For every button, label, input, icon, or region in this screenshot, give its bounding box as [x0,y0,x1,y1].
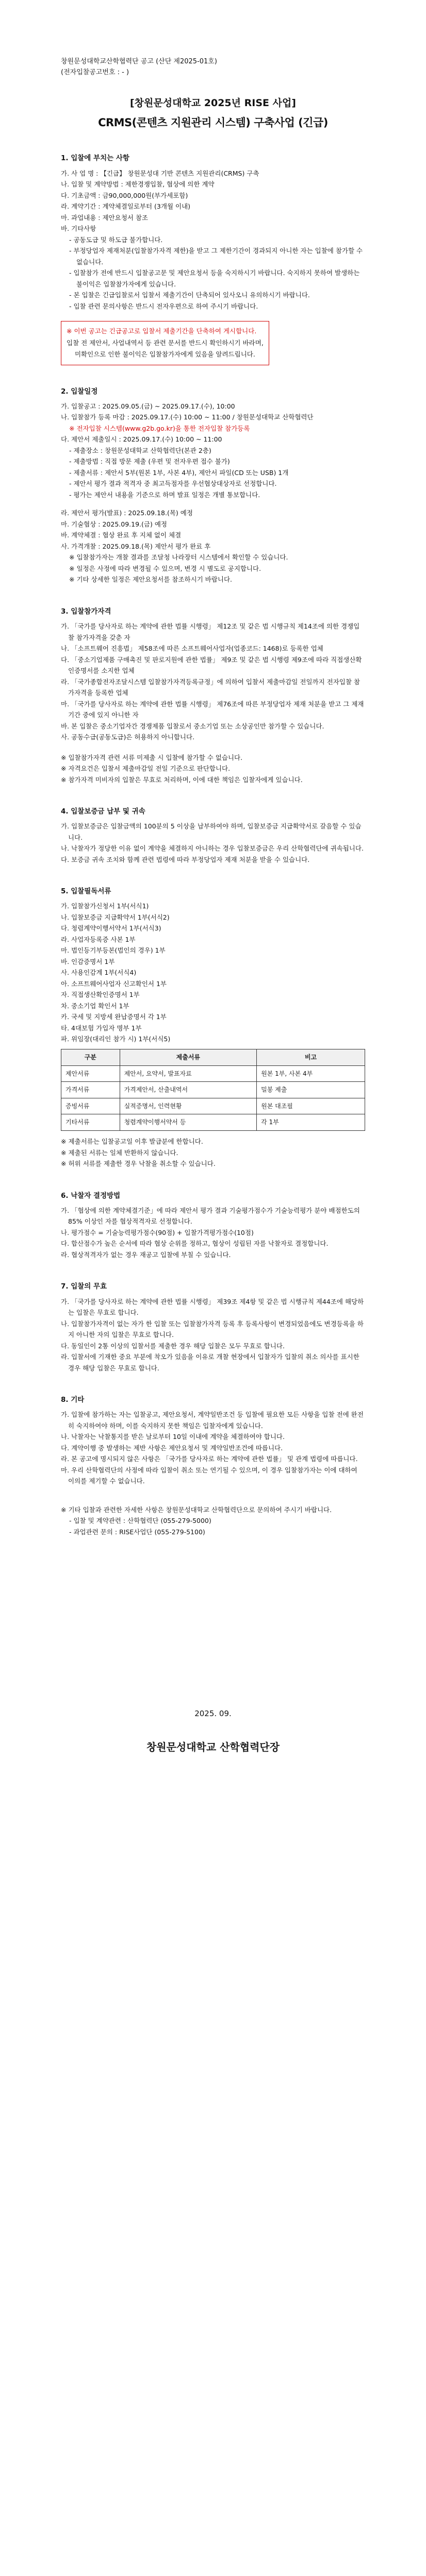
s1-item: 가. 사 업 명 : 【긴급】 창원문성대 기반 콘텐츠 지원관리(CRMS) 구축 [61,169,259,177]
s4-item: 가. 입찰보증금은 입찰금액의 100분의 5 이상을 납부하여야 하며, 입찰보증금 지급확약서로 갈음할 수 있습니다. [61,822,362,841]
s7-item: 나. 입찰참가자격이 없는 자가 한 입찰 또는 입찰참가자격 등록 후 등록사항이 변경되었음에도 변경등록을 하지 아니한 자의 입찰은 무효로 합니다. [61,1319,364,1339]
table-cell: 증빙서류 [61,1098,120,1114]
s2-subitem: - 제출방법 : 직접 방문 제출 (우편 및 전자우편 접수 불가) [69,457,230,466]
s6-item: 가. 「협상에 의한 계약체결기준」에 따라 제안서 평가 결과 기술평가점수가 기술능력평가 분야 배점한도의 85% 이상인 자를 협상적격자로 선정합니다. [61,1206,360,1226]
s5-item: 파. 위임장(대리인 참가 시) 1부(서식5) [61,1035,171,1043]
section-5-heading: 5. 입찰필독서류 [61,887,111,896]
s5-item: 가. 입찰참가신청서 1부(서식1) [61,902,149,910]
s2-subitem: - 제안서 평가 결과 적격자 중 최고득점자를 우선협상대상자로 선정합니다. [69,480,277,488]
s2-red-note: ※ 전자입찰 시스템(www.g2b.go.kr)을 통한 전자입찰 참가등록 [69,424,250,432]
s5-note: ※ 제출서류는 입찰공고일 이후 발급분에 한합니다. [61,1138,203,1146]
table-header-cell: 비고 [257,1049,365,1065]
table-row [61,1065,365,1082]
table-cell: 기타서류 [61,1114,120,1131]
s3-item: 마. 「국가를 당사자로 하는 계약에 관한 법률 시행령」 제76조에 따른 부정당업자 제재 처분을 받고 그 제재기간 중에 있지 아니한 자 [61,700,364,719]
s3-item: 사. 공동수급(공동도급)은 허용하지 아니합니다. [61,733,195,741]
section-7-heading: 7. 입찰의 무효 [61,1282,107,1291]
s8-item: 나. 낙찰자는 낙찰통지를 받은 날로부터 10일 이내에 계약을 체결하여야 합니다. [61,1433,285,1441]
s5-item: 자. 직접생산확인증명서 1부 [61,991,140,999]
table-cell: 가격제안서, 산출내역서 [120,1082,257,1098]
table-cell: 제안서, 요약서, 발표자료 [120,1065,257,1082]
table-cell: 가격서류 [61,1082,120,1098]
s2-subitem: - 제출장소 : 창원문성대학교 산학협력단(본관 2층) [69,446,211,454]
s5-item: 타. 4대보험 가입자 명부 1부 [61,1024,142,1032]
s2-subitem: - 평가는 제안서 내용을 기준으로 하며 발표 일정은 개별 통보합니다. [69,490,260,499]
section-1-heading: 1. 입찰에 부치는 사항 [61,154,129,163]
notice-line: 입찰 전 제안서, 사업내역서 등 관련 문서를 반드시 확인하시기 바라며, [67,338,264,347]
s5-item: 카. 국세 및 지방세 완납증명서 각 1부 [61,1013,167,1021]
section-8-heading: 8. 기타 [61,1396,85,1404]
table-header-cell: 구분 [61,1049,120,1065]
table-cell: 각 1부 [257,1114,365,1131]
s6-item: 나. 평가점수 = 기술능력평가점수(90점) + 입찰가격평가점수(10점) [61,1228,254,1236]
s5-item: 차. 중소기업 확인서 1부 [61,1002,129,1010]
announcement-date: 2025. 09. [194,1709,232,1719]
s2-item: 마. 기술협상 : 2025.09.19.(금) 예정 [61,520,167,528]
s3-item: 가. 「국가를 당사자로 하는 계약에 관한 법률 시행령」 제12조 및 같은 법 시행규칙 제14조에 의한 경쟁입찰 참가자격을 갖춘 자 [61,622,360,641]
s2-item: 다. 제안서 제출일시 : 2025.09.17.(수) 10:00 ~ 11:00 [61,435,222,444]
table-cell: 밀봉 제출 [257,1082,365,1098]
notice-box-wrap [61,321,365,365]
s2-item: 라. 제안서 평가(발표) : 2025.09.18.(목) 예정 [61,509,193,517]
section-4-heading: 4. 입찰보증금 납부 및 귀속 [61,807,145,816]
table-row [61,1098,365,1114]
closing-note: ※ 기타 입찰과 관련한 자세한 사항은 창원문성대학교 산학협력단으로 문의하여 주시기 바랍니다. [61,1505,332,1514]
table-row [61,1114,365,1131]
table-row [61,1082,365,1098]
s1-subitem: - 공동도급 및 하도급 불가합니다. [69,235,163,244]
s6-item: 라. 협상적격자가 없는 경우 재공고 입찰에 부칠 수 있습니다. [61,1250,231,1259]
s7-item: 가. 「국가를 당사자로 하는 계약에 관한 법률 시행령」 제39조 제4항 및 같은 법 시행규칙 제44조에 해당하는 입찰은 무효로 합니다. [61,1297,364,1317]
s1-subitem: - 본 입찰은 긴급입찰로서 입찰서 제출기간이 단축되어 있사오니 유의하시기 바랍니다. [69,291,310,299]
s4-item: 다. 보증금 귀속 조치와 함께 관련 법령에 따라 부정당업자 제재 처분을 받을 수 있습니다. [61,855,310,863]
issuing-organization: 창원문성대학교 산학협력단장 [146,1741,280,1754]
s1-item: 바. 기타사항 [61,225,96,233]
s3-note: ※ 참가자격 미비자의 입찰은 무효로 처리하며, 이에 대한 책임은 입찰자에게 있습니다. [61,775,303,784]
table-cell: 원본 대조필 [257,1098,365,1114]
s1-item: 나. 입찰 및 계약방법 : 제한경쟁입찰, 협상에 의한 계약 [61,180,215,189]
s5-item: 사. 사용인감계 1부(서식4) [61,969,137,977]
s8-item: 라. 본 공고에 명시되지 않은 사항은 「국가를 당사자로 하는 계약에 관한 법률」 및 관계 법령에 따릅니다. [61,1455,358,1463]
s2-note: ※ 일정은 사정에 따라 변경될 수 있으며, 변경 시 별도로 공지합니다. [69,564,261,572]
s3-item: 바. 본 입찰은 중소기업자간 경쟁제품 입찰로서 중소기업 또는 소상공인만 참가할 수 있습니다. [61,722,324,730]
s3-note: ※ 자격요건은 입찰서 제출마감일 전일 기준으로 판단합니다. [61,765,231,773]
document-title: CRMS(콘텐츠 지원관리 시스템) 구축사업 (긴급) [98,116,328,129]
s5-note: ※ 제출된 서류는 일체 반환하지 않습니다. [61,1148,178,1157]
section-3-heading: 3. 입찰참가자격 [61,607,111,616]
contact-line: - 입찰 및 계약관련 : 산학협력단 (055-279-5000) [69,1517,211,1525]
document-header [61,57,365,78]
table-cell: 청렴계약이행서약서 등 [120,1114,257,1131]
s2-note: ※ 기타 상세한 일정은 제안요청서를 참조하시기 바랍니다. [69,575,233,584]
s2-item: 가. 입찰공고 : 2025.09.05.(금) ~ 2025.09.17.(수), 10:00 [61,402,235,410]
s5-item: 아. 소프트웨어사업자 신고확인서 1부 [61,979,167,988]
submission-table [61,1049,365,1131]
s1-subitem: - 부정당업자 제재처분(입찰참가자격 제한)을 받고 그 제한기간이 경과되지 아니한 자는 입찰에 참가할 수 없습니다. [69,247,363,266]
urgent-notice-box [61,321,269,365]
notice-line: 미확인으로 인한 불이익은 입찰참가자에게 있음을 알려드립니다. [74,350,255,359]
table-header-cell: 제출서류 [120,1049,257,1065]
s5-item: 바. 인감증명서 1부 [61,957,115,965]
s8-item: 가. 입찰에 참가하는 자는 입찰공고, 제안요청서, 계약일반조건 등 입찰에 필요한 모든 사항을 입찰 전에 완전히 숙지하여야 하며, 이를 숙지하지 못한 책임은 입찰자에게 있습니다. [61,1411,364,1430]
s2-note: ※ 입찰참가자는 개찰 결과를 조달청 나라장터 시스템에서 확인할 수 있습니다. [69,553,288,562]
s1-item: 라. 계약기간 : 계약체결일로부터 (3개월 이내) [61,202,191,211]
s1-item: 다. 기초금액 : 금90,000,000원(부가세포함) [61,191,188,199]
table-header-row [61,1049,365,1065]
s5-item: 마. 법인등기부등본(법인의 경우) 1부 [61,946,166,955]
s5-item: 나. 입찰보증금 지급확약서 1부(서식2) [61,913,170,921]
document-subtitle: [창원문성대학교 2025년 RISE 사업] [130,97,296,109]
s8-item: 다. 계약이행 중 발생하는 제반 사항은 제안요청서 및 계약일반조건에 따릅니다. [61,1444,283,1452]
section-6-heading: 6. 낙찰자 결정방법 [61,1191,121,1200]
s5-note: ※ 허위 서류를 제출한 경우 낙찰을 취소할 수 있습니다. [61,1160,216,1168]
e-bid-number: (전자입찰공고번호 : - ) [61,68,129,76]
s3-note: ※ 입찰참가자격 관련 서류 미제출 시 입찰에 참가할 수 없습니다. [61,753,243,761]
s3-item: 라. 「국가종합전자조달시스템 입찰참가자격등록규정」에 의하여 입찰서 제출마감일 전일까지 전자입찰 참가자격을 등록한 업체 [61,677,360,697]
s2-item: 바. 계약체결 : 협상 완료 후 지체 없이 체결 [61,531,182,539]
s2-subitem: - 제출서류 : 제안서 5부(원본 1부, 사본 4부), 제안서 파일(CD 또는 USB) 1개 [69,468,289,477]
notice-line: ※ 이번 공고는 긴급공고로 입찰서 제출기간을 단축하여 게시합니다. [67,327,257,335]
s5-item: 다. 청렴계약이행서약서 1부(서식3) [61,924,161,933]
s6-item: 다. 합산점수가 높은 순서에 따라 협상 순위를 정하고, 협상이 성립된 자를 낙찰자로 결정합니다. [61,1240,329,1248]
s2-item: 사. 가격개찰 : 2025.09.18.(목) 제안서 평가 완료 후 [61,542,211,550]
s3-item: 다. 「중소기업제품 구매촉진 및 판로지원에 관한 법률」 제9조 및 같은 법 시행령 제9조에 따라 직접생산확인증명서를 소지한 업체 [61,655,362,675]
s3-item: 나. 「소프트웨어 진흥법」 제58조에 따른 소프트웨어사업자(업종코드: 1468)로 등록한 업체 [61,645,323,653]
table-cell: 제안서류 [61,1065,120,1082]
table-cell: 원본 1부, 사본 4부 [257,1065,365,1082]
announcement-number: 창원문성대학교산학협력단 공고 (산단 제2025-01호) [61,58,217,65]
s2-item: 나. 입찰참가 등록 마감 : 2025.09.17.(수) 10:00 ~ 11:00 / 창원문성대학교 산학협력단 [61,413,314,421]
s4-item: 나. 낙찰자가 정당한 이유 없이 계약을 체결하지 아니하는 경우 입찰보증금은 우리 산학협력단에 귀속됩니다. [61,844,364,853]
table-cell: 실적증명서, 인력현황 [120,1098,257,1114]
s8-item: 마. 우리 산학협력단의 사정에 따라 입찰이 취소 또는 연기될 수 있으며, 이 경우 입찰참가자는 이에 대하여 이의를 제기할 수 없습니다. [61,1466,357,1485]
contact-line: - 과업관련 문의 : RISE사업단 (055-279-5100) [69,1528,205,1536]
s7-item: 라. 입찰서에 기재한 중요 부분에 착오가 있음을 이유로 개찰 현장에서 입찰자가 입찰의 취소 의사를 표시한 경우 해당 입찰은 무효로 합니다. [61,1353,359,1372]
s5-item: 라. 사업자등록증 사본 1부 [61,935,136,943]
s1-subitem: - 입찰 관련 문의사항은 반드시 전자우편으로 하여 주시기 바랍니다. [69,302,258,310]
s7-item: 다. 동일인이 2통 이상의 입찰서를 제출한 경우 해당 입찰은 모두 무효로 합니다. [61,1342,285,1350]
section-2-heading: 2. 입찰일정 [61,387,98,396]
s1-subitem: - 입찰참가 전에 반드시 입찰공고문 및 제안요청서 등을 숙지하시기 바랍니다. 숙지하지 못하여 발생하는 불이익은 입찰참가자에게 있습니다. [69,269,360,288]
s1-item: 마. 과업내용 : 제안요청서 참조 [61,213,148,222]
